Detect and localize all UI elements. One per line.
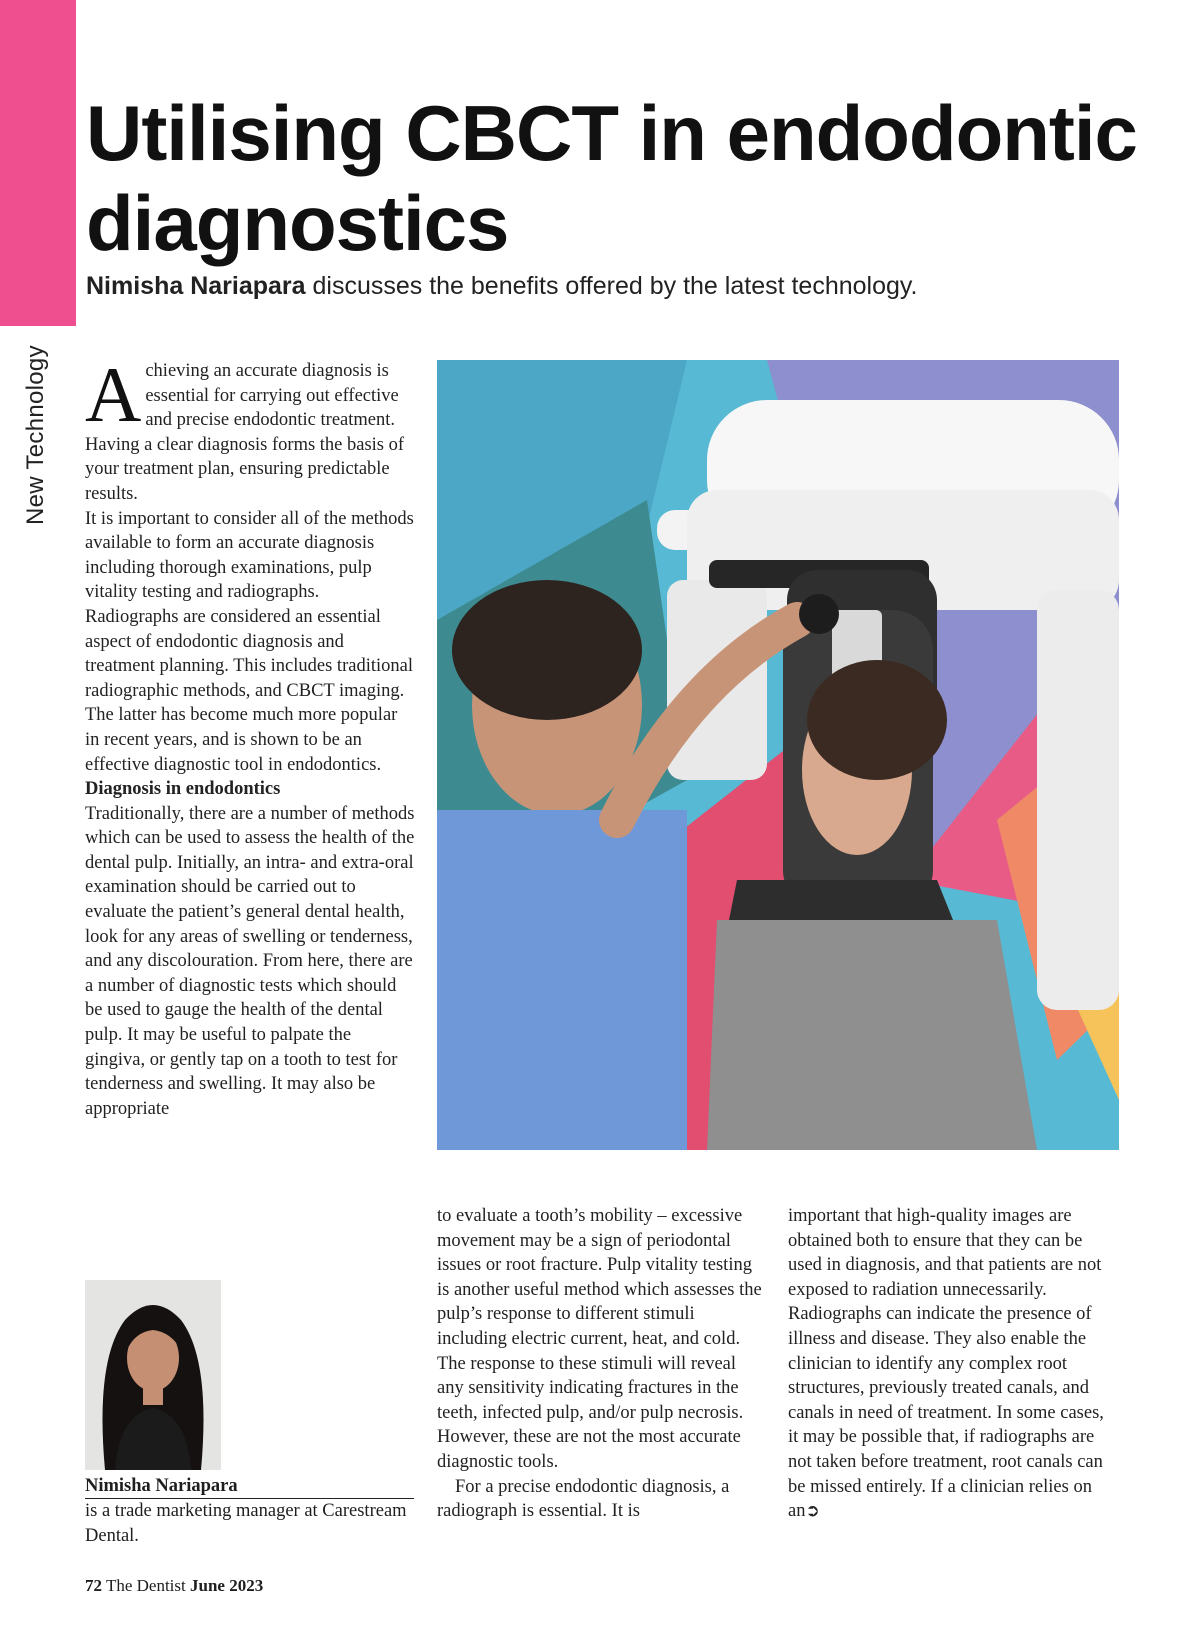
standfirst xyxy=(86,272,1146,301)
subheading: Diagnosis in endodontics xyxy=(85,779,281,800)
body-paragraph xyxy=(788,1204,1118,1524)
section-color-bar xyxy=(0,0,76,326)
section-label: New Technology xyxy=(22,345,49,525)
body-paragraph: For a precise endodontic diagnosis, a radiograph is essential. It is xyxy=(437,1476,730,1522)
standfirst-text: discusses the benefits offered by the latest technology. xyxy=(305,272,918,300)
page-footer xyxy=(85,1576,263,1596)
author-headshot xyxy=(85,1280,221,1470)
article-title: Utilising CBCT in endodontic diagnostics xyxy=(86,89,1137,267)
issue-date: June 2023 xyxy=(190,1576,264,1595)
author-box-role: is a trade marketing manager at Carestream Dental. xyxy=(85,1501,407,1546)
intro-text: chieving an accurate diagnosis is essential for carrying out effective and precise endodontic treatment. Having a clear diagnosis forms the basis of your treatment plan, ensuring predictable results. xyxy=(85,361,405,504)
article-column-3 xyxy=(788,1204,1118,1524)
hero-photo-cbct-scanner xyxy=(437,360,1119,1150)
drop-cap: A xyxy=(85,351,142,438)
body-paragraph: to evaluate a tooth’s mobility – excessive movement may be a sign of periodontal issues or root fracture. Pulp vitality testing is another useful method which assesses the pulp’s response to different stimuli including electric current, heat, and cold. The response to these stimuli will reveal any sensitivity indicating fractures in the teeth, infected pulp, and/or pulp necrosis. However, these are not the most accurate diagnostic tools. xyxy=(437,1206,762,1472)
body-paragraph: It is important to consider all of the methods available to form an accurate diagnosis including thorough examinations, pulp vitality testing and radiographs. Radiographs are considered an essential aspect of endodontic diagnosis and treatment planning. This includes traditional radiographic methods, and CBCT imaging. The latter has become much more popular in recent years, and is shown to be an effective diagnostic tool in endodontics. xyxy=(85,508,414,775)
continue-arrow-icon: ➲ xyxy=(805,1501,820,1522)
author-box-name: Nimisha Nariapara xyxy=(85,1474,414,1499)
body-paragraph: Traditionally, there are a number of methods which can be used to assess the health of the dental pulp. Initially, an intra- and extra-oral examination should be carried out to evaluate the patient’s general dental health, look for any areas of swelling or tenderness, and any discolouration. From here, there are a number of diagnostic tests which should be used to gauge the health of the dental pulp. It may be useful to palpate the gingiva, or gently tap on a tooth to test for tenderness and swelling. It may also be appropriate xyxy=(85,803,415,1119)
article-column-2 xyxy=(437,1204,767,1524)
intro-paragraph xyxy=(85,351,415,507)
page-number: 72 xyxy=(85,1576,102,1595)
standfirst-author: Nimisha Nariapara xyxy=(86,272,306,300)
article-column-1 xyxy=(85,351,415,1121)
body-text: important that high-quality images are obtained both to ensure that they can be used in diagnosis, and that patients are not exposed to radiation unnecessarily. Radiographs can indicate the presence of illness and disease. They also enable the clinician to identify any complex root structures, previously treated canals, and canals in need of treatment. In some cases, it may be possible that, if radiographs are not taken before treatment, root canals can be missed entirely. If a clinician relies on an xyxy=(788,1206,1104,1522)
magazine-name: The Dentist xyxy=(105,1576,186,1595)
